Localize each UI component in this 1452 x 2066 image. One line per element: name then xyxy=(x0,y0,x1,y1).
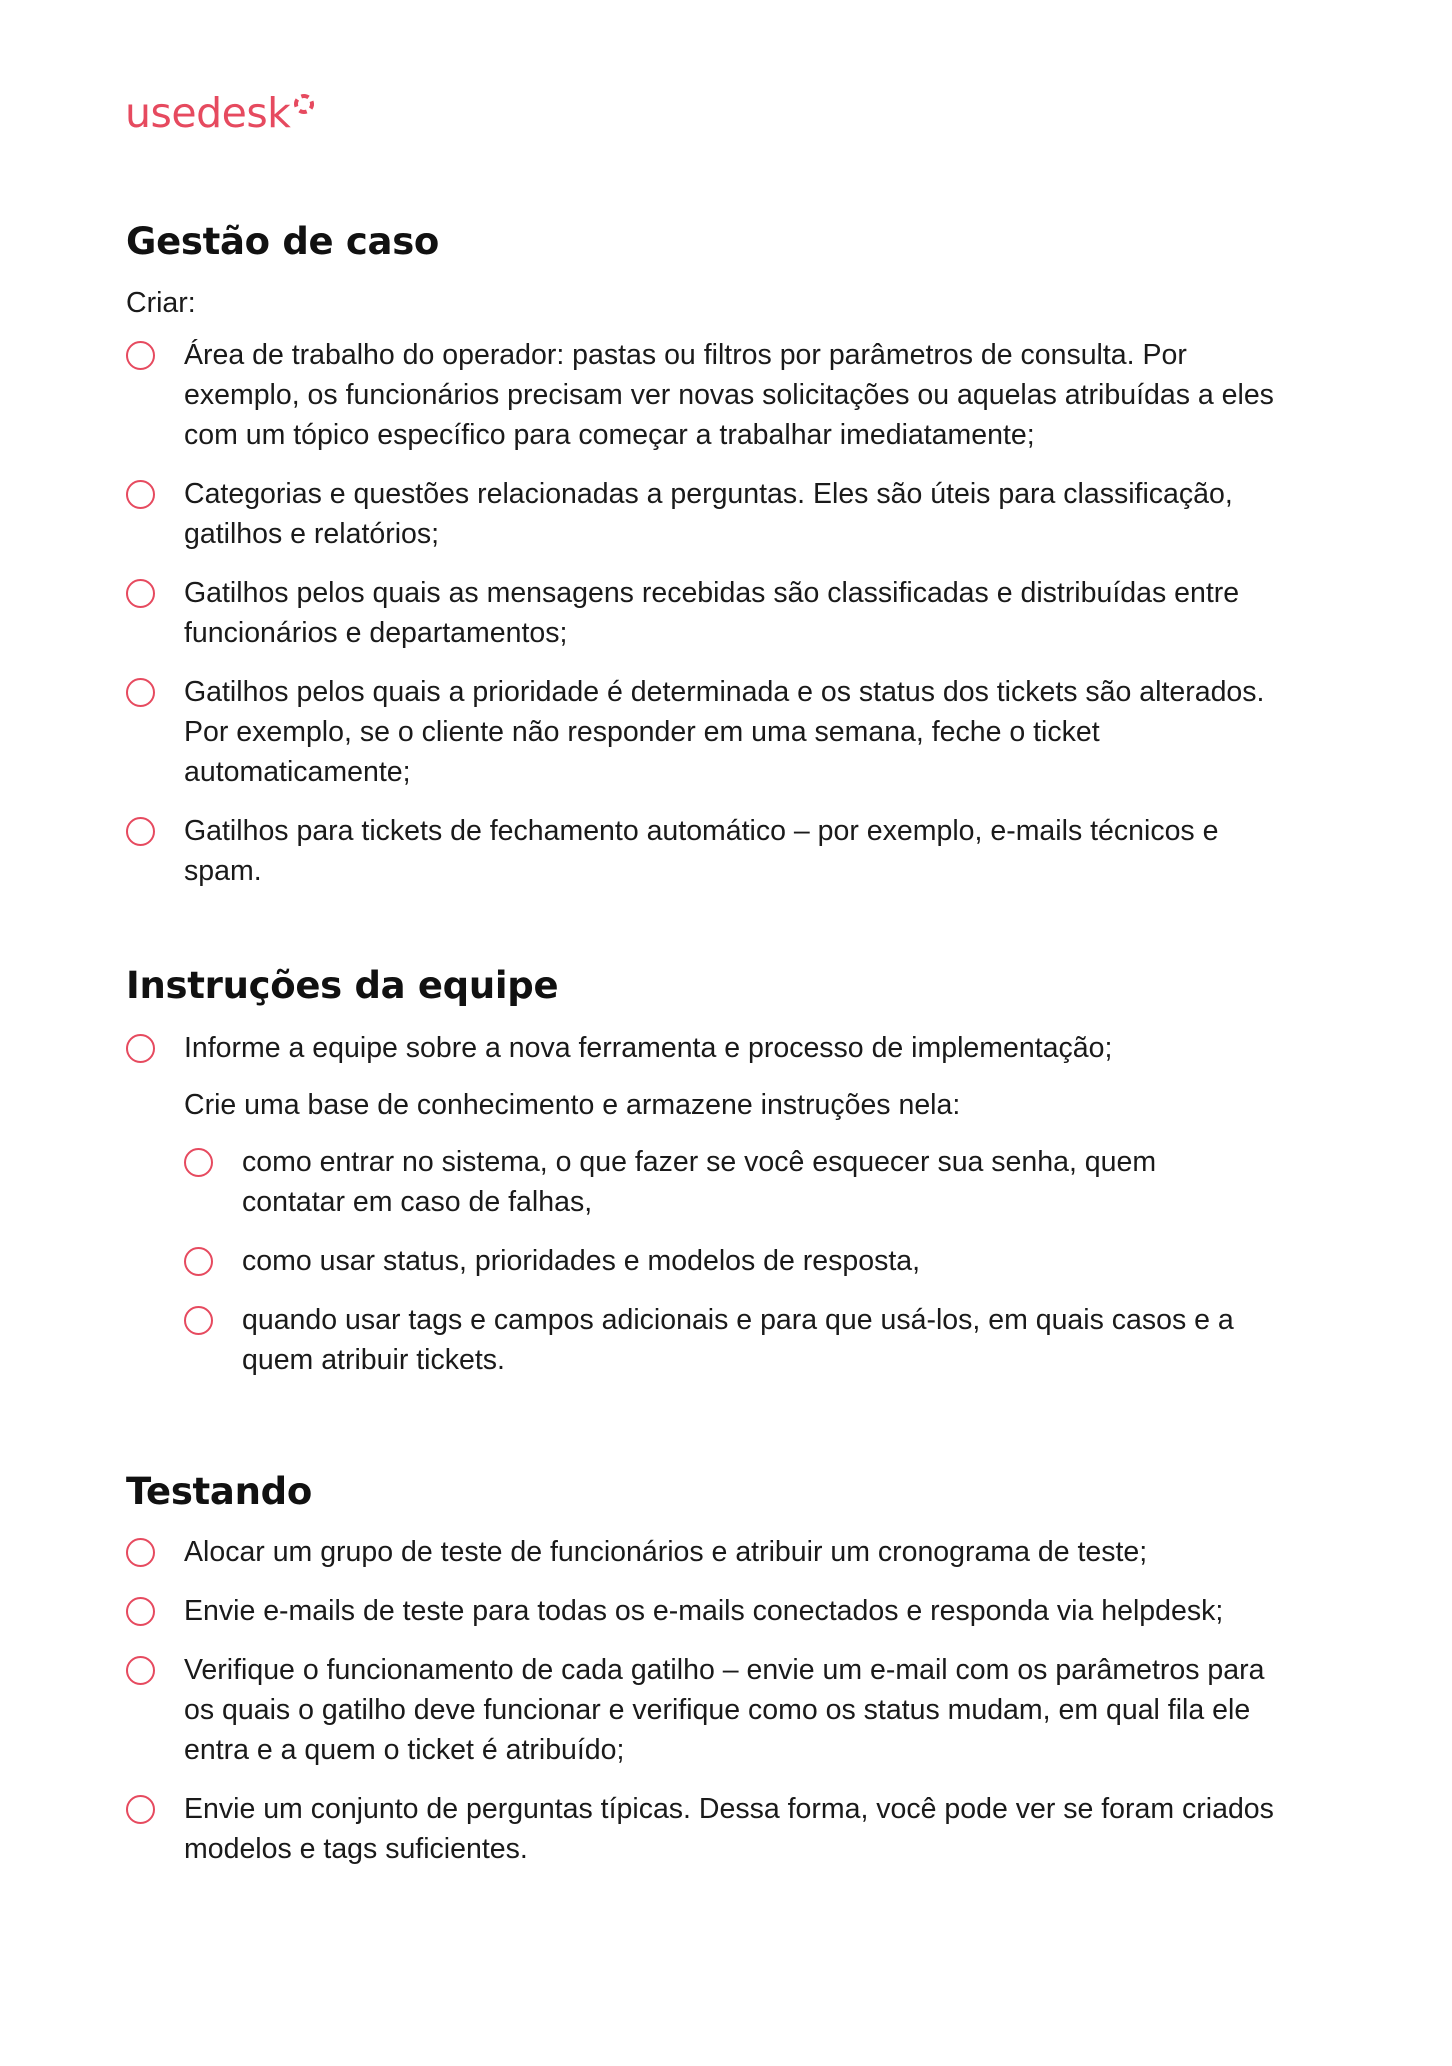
checklist-item xyxy=(126,573,1276,653)
checklist-item-text: Envie um conjunto de perguntas típicas. Dessa forma, você pode ver se foram criados modelos e tags suficientes. xyxy=(184,1793,1274,1865)
section-title: Gestão de caso xyxy=(126,220,440,263)
checklist-item-text: Gatilhos pelos quais as mensagens recebidas são classificadas e distribuídas entre funcionários e departamentos; xyxy=(184,577,1240,649)
checkbox-circle[interactable] xyxy=(126,817,155,846)
checkbox-circle[interactable] xyxy=(126,1538,155,1567)
checkbox-circle[interactable] xyxy=(126,1597,155,1626)
checkbox-circle[interactable] xyxy=(126,480,155,509)
checklist-item xyxy=(126,474,1276,554)
section-title: Instruções da equipe xyxy=(126,964,559,1007)
checklist-item xyxy=(126,672,1276,792)
checklist-item xyxy=(126,1789,1276,1869)
checklist-item-text: Alocar um grupo de teste de funcionários e atribuir um cronograma de teste; xyxy=(184,1536,1148,1568)
checklist-item xyxy=(126,811,1276,891)
checkbox-circle[interactable] xyxy=(184,1247,213,1276)
checklist-item-text: Categorias e questões relacionadas a perguntas. Eles são úteis para classificação, gatilhos e relatórios; xyxy=(184,478,1233,550)
sub-checklist xyxy=(184,1142,1276,1380)
checklist-item-text: quando usar tags e campos adicionais e para que usá-los, em quais casos e a quem atribuir tickets. xyxy=(242,1304,1234,1376)
checklist-item-text: como usar status, prioridades e modelos de resposta, xyxy=(242,1245,921,1277)
checkbox-circle[interactable] xyxy=(126,1656,155,1685)
checkbox-circle[interactable] xyxy=(126,579,155,608)
checklist-item-text: como entrar no sistema, o que fazer se você esquecer sua senha, quem contatar em caso de falhas, xyxy=(242,1146,1157,1218)
checklist-item-text: Gatilhos pelos quais a prioridade é determinada e os status dos tickets são alterados. Por exemplo, se o cliente não responder em uma semana, feche o ticket automaticamente; xyxy=(184,676,1265,788)
brand-logo xyxy=(125,88,316,138)
section-title: Testando xyxy=(126,1470,312,1513)
checklist-item-text: Informe a equipe sobre a nova ferramenta e processo de implementação; xyxy=(184,1032,1113,1064)
checkbox-circle[interactable] xyxy=(126,1034,155,1063)
section-intro: Criar: xyxy=(126,287,196,319)
checklist-item-text: Envie e-mails de teste para todas os e-mails conectados e responda via helpdesk; xyxy=(184,1595,1224,1627)
checklist-item-text: Verifique o funcionamento de cada gatilho – envie um e-mail com os parâmetros para os quais o gatilho deve funcionar e verifique como os status mudam, em qual fila ele entra e a quem o ticket é atribuído; xyxy=(184,1654,1265,1766)
checkbox-circle[interactable] xyxy=(126,678,155,707)
checklist-subitem xyxy=(184,1241,1276,1281)
checklist-item xyxy=(126,335,1276,455)
lifebuoy-icon xyxy=(292,92,316,116)
checkbox-circle[interactable] xyxy=(184,1306,213,1335)
section-testing xyxy=(126,1469,1276,1888)
checklist-item-text: Gatilhos para tickets de fechamento automático – por exemplo, e-mails técnicos e spam. xyxy=(184,815,1219,887)
checkbox-circle[interactable] xyxy=(184,1148,213,1177)
checklist-item xyxy=(126,1591,1276,1631)
section-note: Crie uma base de conhecimento e armazene instruções nela: xyxy=(184,1089,961,1121)
checklist-subitem xyxy=(184,1142,1276,1222)
checkbox-circle[interactable] xyxy=(126,341,155,370)
section-team-instructions xyxy=(126,963,1276,1399)
checklist-item xyxy=(126,1650,1276,1770)
checklist-item xyxy=(126,1028,1276,1068)
checklist-subitem xyxy=(184,1300,1276,1380)
brand-name: usedesk xyxy=(125,89,291,137)
checkbox-circle[interactable] xyxy=(126,1795,155,1824)
checklist-item-text: Área de trabalho do operador: pastas ou filtros por parâmetros de consulta. Por exemplo, os funcionários precisam ver novas solicitações ou aquelas atribuídas a eles com um tópico específico para começar a trabalhar imediatamente; xyxy=(184,339,1274,451)
section-case-management xyxy=(126,219,1276,910)
checklist-item xyxy=(126,1532,1276,1572)
